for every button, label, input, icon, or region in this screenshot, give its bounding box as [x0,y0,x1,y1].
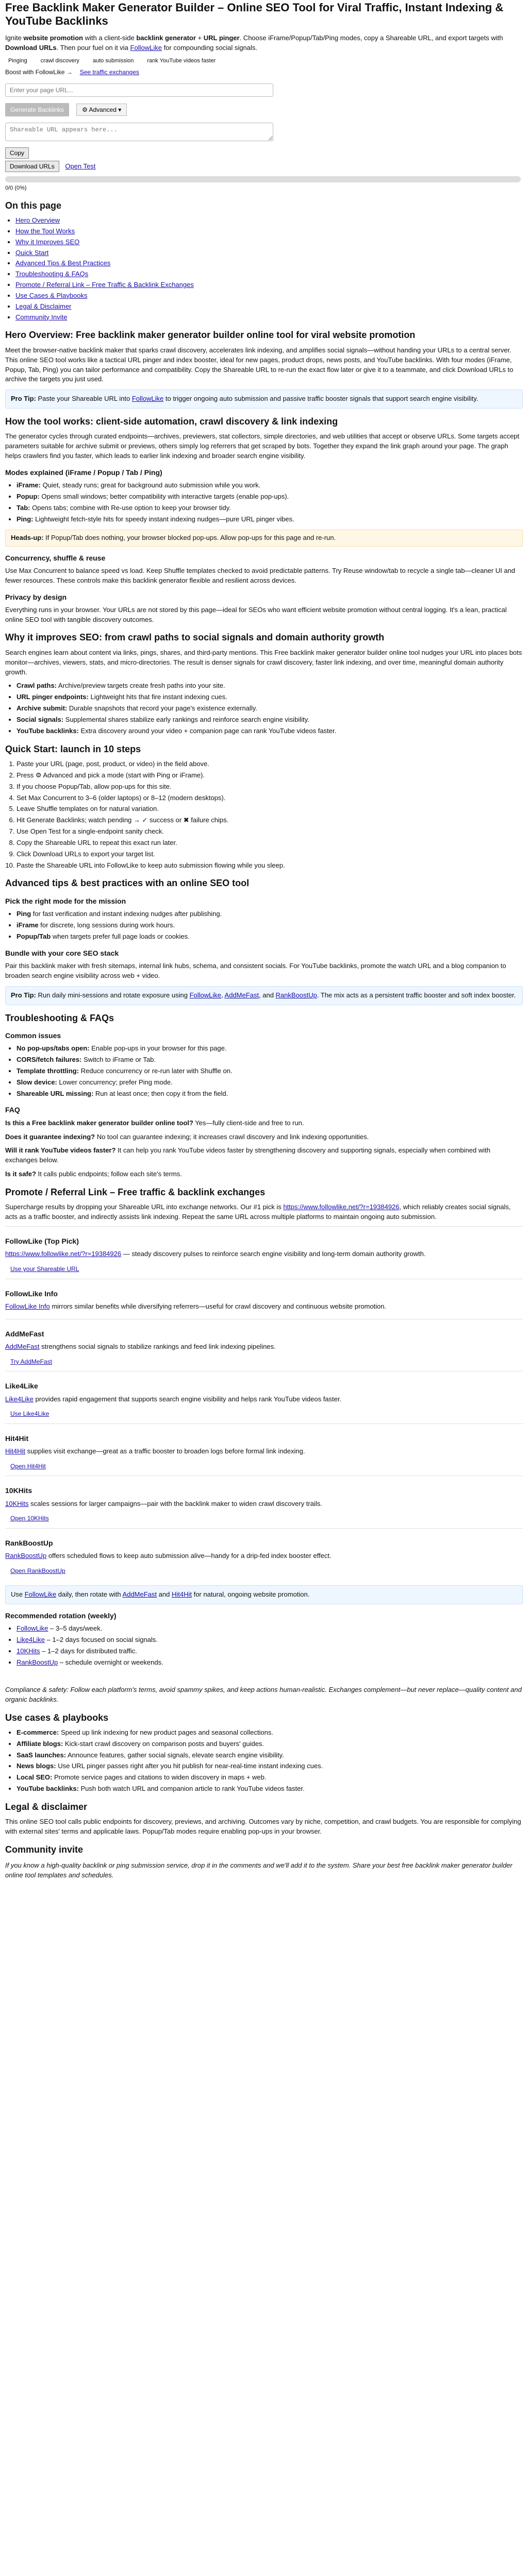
toc-link-how[interactable]: How the Tool Works [15,227,75,235]
troubleshooting-heading: Troubleshooting & FAQs [5,1012,114,1023]
hit4hit-link[interactable]: Hit4Hit [5,1447,26,1455]
list-item: • Tab: Opens tabs; combine with Re-use option to keep your browser tidy. [16,503,523,513]
list-item: 7. Use Open Test for a single-endpoint sanity check. [16,827,523,837]
advanced-pro-tip: Pro Tip: Run daily mini-sessions and rotate exposure using FollowLike, AddMeFast, and RankBoostUp. The mix acts as a persistent traffic booster and soft index booster. [5,986,523,1005]
list-item: • URL pinger endpoints: Lightweight hits that fire instant indexing cues. [16,692,523,702]
promote-paragraph: Supercharge results by dropping your Shareable URL into exchange networks. Our #1 pick is https://www.followlike.net/?r=19384926, which reliably creates social signals, acts as a traffic booster, and indirectly assists link indexing. Repeat the same URL across multiple platforms to maintain ongoing auto submission. [5,1203,511,1221]
open-rankboostup-button[interactable]: Open RankBoostUp [10,1567,65,1574]
rotate-followlike-link[interactable]: FollowLike [24,1590,57,1599]
intro-followlike-link[interactable]: FollowLike [130,43,162,52]
bundle-heading: Bundle with your core SEO stack [5,948,119,957]
use-shareable-url-button[interactable]: Use your Shareable URL [10,1265,79,1273]
list-item: • Archive submit: Durable snapshots that record your page's existence externally. [16,704,523,714]
list-item: 5. Leave Shuffle templates on for natural variation. [16,804,523,814]
faq-heading: FAQ [5,1106,20,1114]
followlike-info-link[interactable]: FollowLike Info [5,1302,50,1310]
hero-pro-tip: Pro Tip: Paste your Shareable URL into FollowLike to trigger ongoing auto submission and passive traffic booster signals that support search engine visibility. [5,389,523,409]
toc-link-hero[interactable]: Hero Overview [15,216,60,225]
card-followlike-top: FollowLike (Top Pick) https://www.followlike.net/?r=19384926 — steady discovery pulses to reinforce search engine visibility and long-term domain authority growth. Use your Shareable URL [5,1226,523,1279]
list-item: 3. If you choose Popup/Tab, allow pop-ups for this site. [16,782,523,792]
rankboostup-link[interactable]: RankBoostUp [5,1552,47,1560]
faq-item: Is it safe? It calls public endpoints; follow each site's terms. [5,1170,182,1178]
card-addmefast: AddMeFast AddMeFast strengthens social signals to stabilize rankings and feed link indexing pipelines. Try AddMeFast [5,1319,523,1371]
advanced-heading: Advanced tips & best practices with an online SEO tool [5,878,250,889]
list-item: • Popup/Tab when targets prefer full page loads or cookies. [16,932,523,942]
list-item: • Template throttling: Reduce concurrency or re-run later with Shuffle on. [16,1066,523,1076]
tip-addmefast-link[interactable]: AddMeFast [224,991,259,999]
why-heading: Why it improves SEO: from crawl paths to social signals and domain authority growth [5,632,385,643]
list-item: • E-commerce: Speed up link indexing for new product pages and seasonal collections. [16,1728,523,1738]
list-item: • Like4Like – 1–2 days focused on social signals. [16,1635,523,1645]
toc-heading: On this page [5,200,62,211]
hero-paragraph: Meet the browser-native backlink maker that sparks crawl discovery, accelerates link indexing, and amplifies social signals—without handing your URLs to a central server. This online SEO tool works like a tactical URL pinger and index booster, ideal for new pages, product drops, news posts, and YouTube backlinks. With four modes (iFrame, Popup, Tab, Ping) you can tailor performance and compatibility. Copy the Shareable URL to re-run the exact flow later or give it to a teammate, and click Download URLs to archive the targets you just used. [5,346,514,383]
compliance-note: Compliance & safety: Follow each platform's terms, avoid spammy spikes, and keep actions human-realistic. Exchanges complement—but never replace—quality content and organic backlinks. [5,1685,522,1703]
list-item: • YouTube backlinks: Extra discovery around your video + companion page can rank YouTube videos faster. [16,726,523,736]
list-item: • Social signals: Supplemental shares stabilize early rankings and reinforce search engine visibility. [16,715,523,725]
open-hit4hit-button[interactable]: Open Hit4Hit [10,1462,46,1470]
addmefast-link[interactable]: AddMeFast [5,1342,40,1350]
privacy-paragraph: Everything runs in your browser. Your URLs are not stored by this page—ideal for SEOs who want efficient website promotion without central logging. It's a lean, practical online SEO tool with tangible discovery outcomes. [5,605,507,623]
list-item: • SaaS launches: Announce features, gather social signals, elevate search engine visibility. [16,1751,523,1760]
how-paragraph: The generator cycles through curated endpoints—archives, previewers, stat collectors, simple directories, and web utilities that accept or observe URLs. Some targets accept parameters suitable for archive submit or previews, others simply log referrers that get scraped by bots. Together they expand the link graph around your page. The graph helps crawlers find you faster, which leads to earlier link indexing and broader search engine visibility. [5,432,520,460]
card-10khits: 10KHits 10KHits scales sessions for larger campaigns—pair with the backlink maker to widen crawl discovery trails. Open 10KHits [5,1476,523,1528]
tip-followlike-link[interactable]: FollowLike [189,991,222,999]
card-title: Hit4Hit [5,1434,29,1443]
why-paragraph: Search engines learn about content via links, pings, shares, and third-party mentions. This Free backlink maker generator builder online tool nudges your URL into places bots monitor—archives, viewers, stats, and micro-directories. The result is denser signals for crawl discovery, faster link indexing, and over time, meaningful domain authority growth. [5,648,522,676]
progress-bar [5,176,521,182]
advanced-button[interactable]: ⚙ Advanced ▾ [76,104,127,116]
list-item: • No pop-ups/tabs open: Enable pop-ups in your browser for this page. [16,1044,523,1054]
list-item: • Local SEO: Promote service pages and citations to widen discovery in maps + web. [16,1773,523,1783]
chip-rank-youtube[interactable]: rank YouTube videos faster [144,57,219,65]
rotation-note: Use FollowLike daily, then rotate with AddMeFast and Hit4Hit for natural, ongoing website promotion. [5,1585,523,1604]
list-item: • Slow device: Lower concurrency; prefer Ping mode. [16,1078,523,1088]
list-item: 4. Set Max Concurrent to 3–6 (older laptops) or 8–12 (modern desktops). [16,793,523,803]
toc-link-troubleshooting[interactable]: Troubleshooting & FAQs [15,270,89,278]
recommended-rotation-heading: Recommended rotation (weekly) [5,1612,117,1620]
faq-item: Is this a Free backlink maker generator builder online tool? Yes—fully client-side and free to run. [5,1118,304,1127]
bundle-paragraph: Pair this backlink maker with fresh sitemaps, internal link hubs, schema, and consistent socials. For YouTube backlinks, promote the watch URL and a blog companion to broaden search engine visibility across web + video. [5,961,506,979]
list-item: • FollowLike – 3–5 days/week. [16,1624,523,1634]
rec-rankboostup-link[interactable]: RankBoostUp [16,1658,58,1666]
toc-link-quick[interactable]: Quick Start [15,248,49,257]
page-title: Free Backlink Maker Generator Builder – Online SEO Tool for Viral Traffic, Instant Indexing & YouTube Backlinks [5,1,504,28]
faq-item: Will it rank YouTube videos faster? It can help you rank YouTube videos faster by strengthening discovery and supporting signals, especially when combined with exchanges below. [5,1146,490,1164]
list-item: 9. Click Download URLs to export your target list. [16,850,523,859]
rotate-hit4hit-link[interactable]: Hit4Hit [171,1590,192,1599]
toc-link-use-cases[interactable]: Use Cases & Playbooks [15,291,88,299]
chip-pinging[interactable]: Pinging [5,57,30,65]
rec-followlike-link[interactable]: FollowLike [16,1624,48,1633]
quick-start-heading: Quick Start: launch in 10 steps [5,743,141,754]
card-title: FollowLike (Top Pick) [5,1237,79,1245]
card-rankboostup: RankBoostUp RankBoostUp offers scheduled flows to keep auto submission alive—handy for a drip-fed index booster effect. Open RankBoostUp [5,1528,523,1581]
mode-pick-list [5,909,523,942]
use-like4like-button[interactable]: Use Like4Like [10,1410,50,1418]
action-row [5,103,523,116]
toc-link-community[interactable]: Community Invite [15,313,68,321]
concurrency-heading: Concurrency, shuffle & reuse [5,553,106,562]
tip-rankboostup-link[interactable]: RankBoostUp [275,991,317,999]
hero-tip-followlike-link[interactable]: FollowLike [131,395,164,403]
try-addmefast-button[interactable]: Try AddMeFast [10,1358,52,1365]
chip-crawl-discovery[interactable]: crawl discovery [38,57,82,65]
intro-text: Ignite website promotion with a client-side backlink generator + URL pinger. Choose iFrame/Popup/Tab/Ping modes, copy a Shareable URL, and export targets with Download URLs. Then pour fuel on it via FollowLike for compounding social signals. [5,33,503,52]
list-item: • Crawl paths: Archive/preview targets create fresh paths into your site. [16,681,523,691]
modes-heading: Modes explained (iFrame / Popup / Tab / Ping) [5,468,162,477]
card-title: AddMeFast [5,1329,44,1338]
list-item: • Ping for fast verification and instant indexing nudges after publishing. [16,909,523,919]
toc-link-promote[interactable]: Promote / Referral Link – Free Traffic & Backlink Exchanges [15,281,194,289]
card-title: RankBoostUp [5,1538,53,1547]
list-item: • Popup: Opens small windows; better compatibility with interactive targets (enable pop-ups). [16,492,523,502]
hero-heading: Hero Overview: Free backlink maker generator builder online tool for viral website promotion [5,330,416,341]
copy-row [5,147,523,159]
list-item: • iFrame: Quiet, steady runs; great for background auto submission while you work. [16,481,523,490]
modes-list [5,481,523,524]
10khits-link[interactable]: 10KHits [5,1499,29,1507]
use-cases-heading: Use cases & playbooks [5,1712,109,1723]
how-heading: How the tool works: client-side automation, crawl discovery & link indexing [5,416,338,427]
url-input[interactable] [5,83,273,97]
shareable-url-field[interactable] [5,123,273,141]
chip-auto-submission[interactable]: auto submission [90,57,137,65]
toc-link-legal[interactable]: Legal & Disclaimer [15,302,72,310]
mode-pick-heading: Pick the right mode for the mission [5,896,126,905]
progress-text: 0/0 (0%) [5,184,27,191]
common-issues-list [5,1044,523,1098]
quick-start-steps [5,759,523,870]
list-item: 2. Press ⚙ Advanced and pick a mode (start with Ping or iFrame). [16,771,523,781]
list-item: • YouTube backlinks: Push both watch URL and companion article to rank YouTube videos faster. [16,1784,523,1794]
open-test-link[interactable]: Open Test [65,162,96,170]
card-title: 10KHits [5,1486,32,1495]
card-like4like: Like4Like Like4Like provides rapid engagement that supports search engine visibility and helps rank YouTube videos faster. Use Like4Like [5,1371,523,1423]
promote-followlike-link[interactable]: https://www.followlike.net/?r=19384926 [283,1203,400,1211]
list-item: • Affiliate blogs: Kick-start crawl discovery on comparison posts and buyers' guides. [16,1739,523,1749]
download-urls-button[interactable]: Download URLs [5,161,59,172]
top-followlike-link[interactable]: https://www.followlike.net/?r=19384926 [5,1250,122,1258]
rotate-addmefast-link[interactable]: AddMeFast [122,1590,157,1599]
generate-backlinks-button[interactable]: Generate Backlinks [5,103,69,116]
list-item: 6. Hit Generate Backlinks; watch pending → ✓ success or ✖ failure chips. [16,816,523,825]
community-paragraph: If you know a high-quality backlink or ping submission service, drop it in the comments and we'll add it to the system. Share your best free backlink maker generator builder online tool templates and schedules. [5,1861,513,1879]
download-row [5,161,523,172]
card-title: Like4Like [5,1382,38,1391]
recommended-rotation-list [5,1624,523,1667]
page [0,1,528,1896]
table-of-contents [5,200,523,323]
list-item: • Ping: Lightweight fetch-style hits for speedy instant indexing nudges—pure URL pinger vibes. [16,515,523,524]
heads-up-note: Heads-up: If Popup/Tab does nothing, your browser blocked pop-ups. Allow pop-ups for this page and re-run. [5,530,523,547]
list-item: • iFrame for discrete, long sessions during work hours. [16,921,523,930]
use-cases-list [5,1728,523,1794]
rec-like4like-link[interactable]: Like4Like [16,1636,45,1644]
list-item: 8. Copy the Shareable URL to repeat this exact run later. [16,838,523,848]
rec-10khits-link[interactable]: 10KHits [16,1647,40,1655]
open-10khits-button[interactable]: Open 10KHits [10,1515,49,1522]
card-followlike-info: FollowLike Info FollowLike Info mirrors similar benefits while diversifying referrers—useful for crawl discovery and continuous website promotion. [5,1279,523,1319]
privacy-heading: Privacy by design [5,592,67,601]
list-item: • RankBoostUp – schedule overnight or weekends. [16,1658,523,1668]
list-item: 1. Paste your URL (page, post, product, or video) in the field above. [16,759,523,769]
top-chip-row [5,57,523,65]
top-link-row [5,68,523,77]
list-item: 10. Paste the Shareable URL into FollowLike to keep auto submission flowing while you sleep. [16,861,523,871]
card-hit4hit: Hit4Hit Hit4Hit supplies visit exchange—great as a traffic booster to broaden logs before formal link indexing. Open Hit4Hit [5,1423,523,1476]
exchanges-link[interactable]: See traffic exchanges [79,69,139,76]
legal-paragraph: This online SEO tool calls public endpoints for discovery, previews, and archiving. Outcomes vary by niche, competition, and crawl budgets. You are responsible for complying with external sites' terms and applicable laws. Popup/Tab modes require enabling pop-ups in your browser. [5,1818,521,1836]
card-title: FollowLike Info [5,1289,58,1298]
community-heading: Community invite [5,1844,84,1855]
concurrency-paragraph: Use Max Concurrent to balance speed vs load. Keep Shuffle templates checked to avoid predictable patterns. Try Reuse window/tab to recycle a single tab—cleaner UI and fewer resources. These controls make this backlink generator flexible and resilient across devices. [5,566,516,584]
like4like-link[interactable]: Like4Like [5,1395,34,1403]
list-item: • Shareable URL missing: Run at least once; then copy it from the field. [16,1089,523,1099]
promote-heading: Promote / Referral Link – Free traffic & backlink exchanges [5,1187,266,1197]
why-list [5,681,523,736]
list-item: • 10KHits – 1–2 days for distributed traffic. [16,1647,523,1656]
copy-button[interactable]: Copy [5,147,29,159]
legal-heading: Legal & disclaimer [5,1801,88,1812]
list-item: • CORS/fetch failures: Switch to iFrame or Tab. [16,1055,523,1065]
faq-item: Does it guarantee indexing? No tool can guarantee indexing; it increases crawl discovery and link indexing opportunities. [5,1132,369,1141]
toc-link-why[interactable]: Why it Improves SEO [15,238,80,246]
list-item: • News blogs: Use URL pinger passes right after you hit publish for near-real-time instant indexing cues. [16,1761,523,1771]
toc-link-advanced[interactable]: Advanced Tips & Best Practices [15,259,111,267]
boost-link[interactable]: Boost with FollowLike → [5,69,73,76]
common-issues-heading: Common issues [5,1031,61,1040]
